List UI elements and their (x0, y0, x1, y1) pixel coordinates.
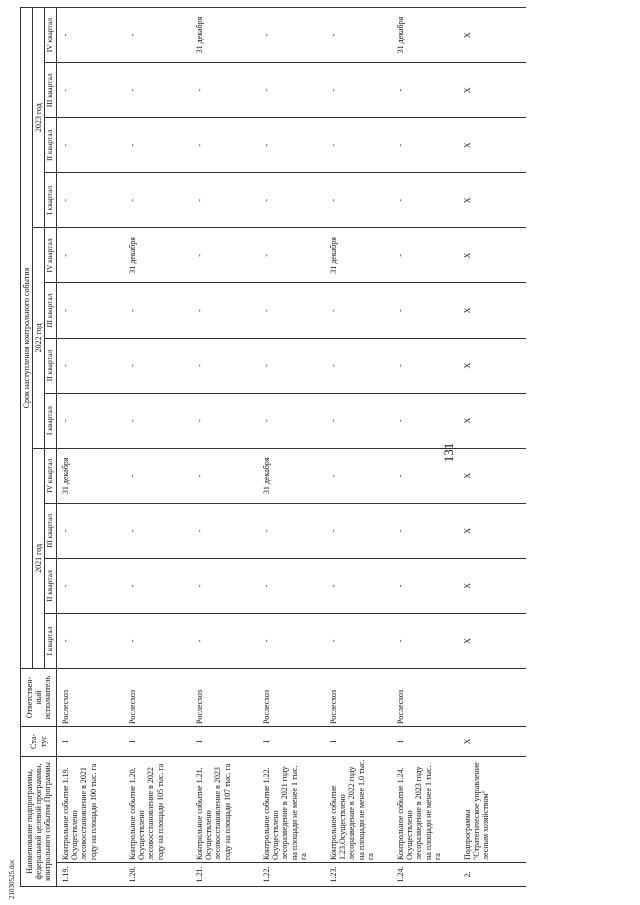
deadline-cell: - (124, 8, 191, 63)
row-status: I (258, 727, 325, 757)
row-responsible (459, 669, 526, 727)
table-row (124, 8, 191, 887)
quarter-header: II квартал (45, 118, 57, 173)
row-name: Контрольное событие 1.20. Осуществлено лесовосстановление в 2022 году на площади 105 тыс. га (124, 757, 191, 863)
deadline-cell: X (459, 503, 526, 558)
deadline-cell: - (124, 63, 191, 118)
deadline-cell: X (459, 63, 526, 118)
year-header: 2023 год (33, 8, 45, 228)
row-name: Контрольное событие 1.22. Осуществлено лесоразведение в 2021 году на площади не менее 1 тыс. га (258, 757, 325, 863)
deadline-cell: - (191, 283, 258, 338)
deadline-cell: - (392, 558, 459, 613)
deadline-cell: - (392, 393, 459, 448)
deadline-cell: - (258, 503, 325, 558)
quarter-header: II квартал (45, 338, 57, 393)
quarter-header: III квартал (45, 503, 57, 558)
deadline-cell: - (258, 228, 325, 283)
quarter-header: III квартал (45, 63, 57, 118)
row-responsible: Рослесхоз (258, 669, 325, 727)
schedule-table (20, 7, 526, 887)
deadline-cell: - (258, 173, 325, 228)
deadline-cell: - (191, 228, 258, 283)
deadline-cell: - (392, 448, 459, 503)
quarter-header: II квартал (45, 558, 57, 613)
header-responsible: Ответствен-ный исполнитель (21, 669, 57, 727)
row-responsible: Рослесхоз (57, 669, 125, 727)
deadline-cell: - (191, 118, 258, 173)
deadline-cell: - (258, 338, 325, 393)
row-status: I (325, 727, 392, 757)
table-row (459, 8, 526, 887)
quarter-header: IV квартал (45, 8, 57, 63)
row-name: Контрольное событие 1.21. Осуществлено лесовосстановление в 2023 году на площади 107 тыс. га (191, 757, 258, 863)
deadline-cell: - (258, 613, 325, 668)
header-name: Наименование подпрограммы, федеральной целевой программы, контрольного события Программы (21, 757, 57, 887)
table-row (57, 8, 125, 887)
row-name: Контрольное событие 1.24. Осуществлено лесоразведение в 2023 году на площади не менее 1 тыс. га (392, 757, 459, 863)
deadline-cell: X (459, 558, 526, 613)
row-status: I (57, 727, 125, 757)
deadline-cell: 31 декабря (57, 448, 125, 503)
deadline-cell: - (124, 173, 191, 228)
deadline-cell: - (191, 558, 258, 613)
quarter-header: IV квартал (45, 228, 57, 283)
header-status: Ста-тус (21, 727, 57, 757)
deadline-cell: - (325, 118, 392, 173)
deadline-cell: - (392, 118, 459, 173)
quarter-header: I квартал (45, 173, 57, 228)
row-number: 1.22. (258, 863, 325, 887)
quarter-header: I квартал (45, 393, 57, 448)
deadline-cell: - (325, 338, 392, 393)
table-row (392, 8, 459, 887)
deadline-cell: - (57, 63, 125, 118)
quarter-header: I квартал (45, 613, 57, 668)
deadline-cell: - (325, 63, 392, 118)
deadline-cell: - (258, 118, 325, 173)
deadline-cell: - (325, 8, 392, 63)
deadline-cell: 31 декабря (191, 8, 258, 63)
deadline-cell: - (191, 173, 258, 228)
quarter-header: IV квартал (45, 448, 57, 503)
deadline-cell: X (459, 393, 526, 448)
deadline-cell: - (191, 338, 258, 393)
year-header: 2022 год (33, 228, 45, 448)
row-status: I (392, 727, 459, 757)
deadline-cell: - (57, 173, 125, 228)
deadline-cell: - (57, 613, 125, 668)
deadline-cell: - (57, 228, 125, 283)
deadline-cell: - (124, 118, 191, 173)
table-row (325, 8, 392, 887)
deadline-cell: - (392, 63, 459, 118)
deadline-cell: - (325, 393, 392, 448)
deadline-cell: X (459, 448, 526, 503)
deadline-cell: - (392, 613, 459, 668)
row-status: X (459, 727, 526, 757)
deadline-cell: - (57, 338, 125, 393)
quarter-header: III квартал (45, 283, 57, 338)
deadline-cell: - (392, 173, 459, 228)
deadline-cell: X (459, 118, 526, 173)
row-responsible: Рослесхоз (191, 669, 258, 727)
deadline-cell: - (325, 448, 392, 503)
deadline-cell: X (459, 338, 526, 393)
deadline-cell: - (392, 283, 459, 338)
deadline-cell: - (124, 613, 191, 668)
deadline-cell: X (459, 8, 526, 63)
deadline-cell: - (124, 503, 191, 558)
document-code: 21030525.doc (8, 859, 16, 899)
deadline-cell: - (57, 503, 125, 558)
page-number: 131 (441, 442, 456, 463)
deadline-cell: - (124, 448, 191, 503)
row-name: Подпрограмма "Стратегическое управление лесным хозяйством" (459, 757, 526, 863)
deadline-cell: - (124, 558, 191, 613)
deadline-cell: - (57, 8, 125, 63)
year-header: 2021 год (33, 448, 45, 668)
deadline-cell: - (392, 503, 459, 558)
row-number: 1.19. (57, 863, 125, 887)
deadline-cell: - (57, 393, 125, 448)
deadline-cell: - (57, 283, 125, 338)
row-number: 1.24. (392, 863, 459, 887)
deadline-cell: - (325, 503, 392, 558)
deadline-cell: X (459, 228, 526, 283)
deadline-cell: - (57, 118, 125, 173)
row-status: I (124, 727, 191, 757)
deadline-cell: - (325, 173, 392, 228)
row-responsible: Рослесхоз (392, 669, 459, 727)
deadline-cell: X (459, 283, 526, 338)
row-number: 1.20. (124, 863, 191, 887)
deadline-cell: - (191, 448, 258, 503)
header-deadline: Срок наступления контрольного события (21, 8, 33, 669)
deadline-cell: - (392, 338, 459, 393)
row-responsible: Рослесхоз (325, 669, 392, 727)
deadline-cell: - (258, 8, 325, 63)
deadline-cell: - (191, 63, 258, 118)
deadline-cell: - (258, 558, 325, 613)
deadline-cell: - (392, 228, 459, 283)
deadline-cell: - (258, 63, 325, 118)
row-number: 1.21. (191, 863, 258, 887)
deadline-cell: 31 декабря (124, 228, 191, 283)
deadline-cell: 31 декабря (392, 8, 459, 63)
row-status: I (191, 727, 258, 757)
row-number: 1.23. (325, 863, 392, 887)
deadline-cell: X (459, 173, 526, 228)
row-name: Контрольное событие 1.23.Осуществлено лесоразведение в 2022 году на площади не менее 1,0 тыс. га (325, 757, 392, 863)
deadline-cell: - (258, 393, 325, 448)
table-row (191, 8, 258, 887)
deadline-cell: - (191, 503, 258, 558)
deadline-cell: - (325, 613, 392, 668)
row-responsible: Рослесхоз (124, 669, 191, 727)
deadline-cell: - (124, 393, 191, 448)
deadline-cell: - (191, 393, 258, 448)
deadline-cell: 31 декабря (258, 448, 325, 503)
deadline-cell: - (325, 558, 392, 613)
row-number: 2. (459, 863, 526, 887)
row-name: Контрольное событие 1.19. Осуществлено лесовосстановление в 2021 году на площади 100 тыс. га (57, 757, 125, 863)
deadline-cell: 31 декабря (325, 228, 392, 283)
deadline-cell: - (191, 613, 258, 668)
table-row (258, 8, 325, 887)
deadline-cell: - (325, 283, 392, 338)
deadline-cell: - (124, 283, 191, 338)
deadline-cell: - (124, 338, 191, 393)
deadline-cell: - (57, 558, 125, 613)
deadline-cell: - (258, 283, 325, 338)
deadline-cell: X (459, 613, 526, 668)
